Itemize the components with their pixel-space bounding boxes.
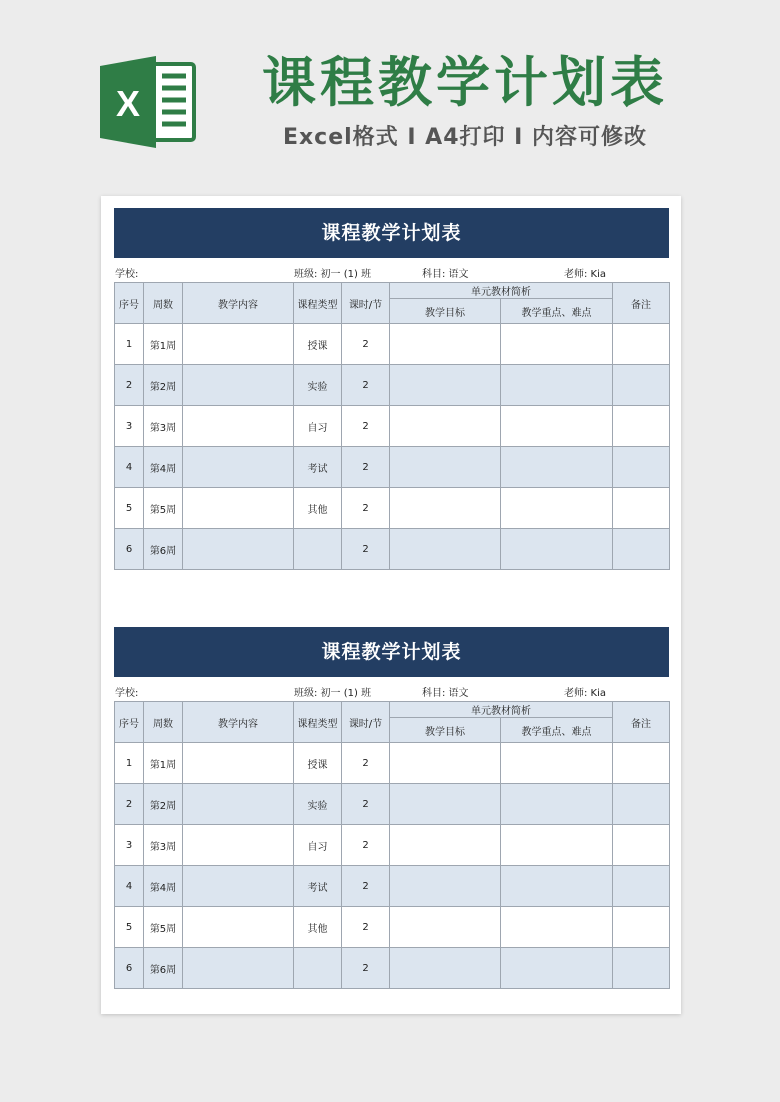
table-row xyxy=(115,948,670,989)
cell-keypoints xyxy=(501,907,613,948)
cell-hours: 2 xyxy=(342,324,390,365)
cell-type: 授课 xyxy=(294,324,342,365)
cell-remark xyxy=(613,784,670,825)
cell-hours: 2 xyxy=(342,447,390,488)
subject-label: 科目: 语文 xyxy=(422,688,469,699)
cell-keypoints xyxy=(501,743,613,784)
cell-remark xyxy=(613,907,670,948)
col-header-type: 课程类型 xyxy=(294,702,342,743)
col-header-week: 周数 xyxy=(144,283,183,324)
cell-keypoints xyxy=(501,488,613,529)
col-header-content: 教学内容 xyxy=(183,702,294,743)
cell-keypoints xyxy=(501,365,613,406)
col-header-keypoints: 教学重点、难点 xyxy=(501,299,613,324)
cell-type: 自习 xyxy=(294,825,342,866)
document-paper xyxy=(101,196,681,1014)
col-header-week: 周数 xyxy=(144,702,183,743)
table-row xyxy=(115,784,670,825)
cell-week: 第6周 xyxy=(144,529,183,570)
cell-content xyxy=(183,784,294,825)
cell-keypoints xyxy=(501,825,613,866)
cell-index: 3 xyxy=(115,825,144,866)
teacher-label: 老师: Kia xyxy=(564,269,607,280)
cell-keypoints xyxy=(501,406,613,447)
col-header-goal: 教学目标 xyxy=(390,299,501,324)
subject-label: 科目: 语文 xyxy=(422,269,469,280)
sheet-title: 课程教学计划表 xyxy=(114,208,669,258)
cell-content xyxy=(183,365,294,406)
cell-remark xyxy=(613,529,670,570)
cell-goal xyxy=(390,866,501,907)
plan-sheet xyxy=(114,208,669,570)
cell-type: 授课 xyxy=(294,743,342,784)
cell-type: 实验 xyxy=(294,784,342,825)
sheet-info-row xyxy=(114,677,669,701)
cell-hours: 2 xyxy=(342,529,390,570)
cell-remark xyxy=(613,825,670,866)
cell-index: 3 xyxy=(115,406,144,447)
cell-hours: 2 xyxy=(342,784,390,825)
class-label: 班级: 初一 (1) 班 xyxy=(294,269,372,280)
cell-content xyxy=(183,743,294,784)
cell-keypoints xyxy=(501,447,613,488)
class-label: 班级: 初一 (1) 班 xyxy=(294,688,372,699)
cell-goal xyxy=(390,784,501,825)
cell-goal xyxy=(390,948,501,989)
cell-keypoints xyxy=(501,866,613,907)
cell-index: 1 xyxy=(115,324,144,365)
cell-goal xyxy=(390,825,501,866)
cell-goal xyxy=(390,365,501,406)
cell-content xyxy=(183,825,294,866)
cell-keypoints xyxy=(501,324,613,365)
col-header-content: 教学内容 xyxy=(183,283,294,324)
cell-hours: 2 xyxy=(342,825,390,866)
cell-goal xyxy=(390,406,501,447)
cell-goal xyxy=(390,324,501,365)
cell-remark xyxy=(613,866,670,907)
cell-index: 5 xyxy=(115,907,144,948)
col-header-goal: 教学目标 xyxy=(390,718,501,743)
cell-content xyxy=(183,948,294,989)
plan-sheet xyxy=(114,627,669,989)
cell-week: 第4周 xyxy=(144,866,183,907)
cell-content xyxy=(183,324,294,365)
cell-hours: 2 xyxy=(342,488,390,529)
cell-goal xyxy=(390,447,501,488)
cell-type xyxy=(294,948,342,989)
plan-table-body xyxy=(115,324,670,570)
cell-hours: 2 xyxy=(342,365,390,406)
cell-remark xyxy=(613,488,670,529)
page-subtitle: Excel格式 I A4打印 I 内容可修改 xyxy=(282,125,648,150)
col-header-unit-group: 单元教材简析 xyxy=(390,702,613,718)
cell-remark xyxy=(613,324,670,365)
col-header-remark: 备注 xyxy=(613,702,670,743)
cell-index: 2 xyxy=(115,784,144,825)
school-label: 学校: xyxy=(115,688,139,699)
cell-type: 自习 xyxy=(294,406,342,447)
table-row xyxy=(115,324,670,365)
teacher-label: 老师: Kia xyxy=(564,688,607,699)
cell-week: 第2周 xyxy=(144,365,183,406)
cell-type: 考试 xyxy=(294,866,342,907)
table-row xyxy=(115,529,670,570)
cell-week: 第3周 xyxy=(144,406,183,447)
col-header-type: 课程类型 xyxy=(294,283,342,324)
plan-table xyxy=(114,701,670,989)
sheet-info-row xyxy=(114,258,669,282)
cell-goal xyxy=(390,488,501,529)
cell-content xyxy=(183,488,294,529)
cell-goal xyxy=(390,743,501,784)
cell-content xyxy=(183,907,294,948)
table-row xyxy=(115,447,670,488)
svg-text:X: X xyxy=(115,83,141,124)
page-title: 课程教学计划表 xyxy=(262,51,668,114)
cell-week: 第5周 xyxy=(144,488,183,529)
cell-week: 第6周 xyxy=(144,948,183,989)
cell-keypoints xyxy=(501,948,613,989)
cell-type xyxy=(294,529,342,570)
table-row xyxy=(115,825,670,866)
plan-table-body xyxy=(115,743,670,989)
table-row xyxy=(115,406,670,447)
cell-goal xyxy=(390,529,501,570)
cell-hours: 2 xyxy=(342,406,390,447)
cell-hours: 2 xyxy=(342,743,390,784)
cell-week: 第1周 xyxy=(144,324,183,365)
cell-week: 第3周 xyxy=(144,825,183,866)
cell-remark xyxy=(613,948,670,989)
col-header-remark: 备注 xyxy=(613,283,670,324)
cell-remark xyxy=(613,447,670,488)
sheet-title: 课程教学计划表 xyxy=(114,627,669,677)
cell-index: 1 xyxy=(115,743,144,784)
cell-week: 第4周 xyxy=(144,447,183,488)
cell-week: 第2周 xyxy=(144,784,183,825)
cell-hours: 2 xyxy=(342,866,390,907)
cell-hours: 2 xyxy=(342,948,390,989)
col-header-unit-group: 单元教材简析 xyxy=(390,283,613,299)
cell-keypoints xyxy=(501,529,613,570)
cell-type: 其他 xyxy=(294,488,342,529)
cell-type: 考试 xyxy=(294,447,342,488)
cell-content xyxy=(183,447,294,488)
cell-index: 6 xyxy=(115,948,144,989)
cell-hours: 2 xyxy=(342,907,390,948)
cell-index: 2 xyxy=(115,365,144,406)
col-header-hours: 课时/节 xyxy=(342,702,390,743)
excel-logo-icon xyxy=(100,56,198,148)
table-row xyxy=(115,907,670,948)
col-header-hours: 课时/节 xyxy=(342,283,390,324)
table-row xyxy=(115,488,670,529)
cell-goal xyxy=(390,907,501,948)
cell-remark xyxy=(613,365,670,406)
cell-remark xyxy=(613,406,670,447)
cell-index: 4 xyxy=(115,866,144,907)
cell-remark xyxy=(613,743,670,784)
cell-keypoints xyxy=(501,784,613,825)
cell-week: 第5周 xyxy=(144,907,183,948)
cell-content xyxy=(183,406,294,447)
cell-index: 4 xyxy=(115,447,144,488)
table-row xyxy=(115,743,670,784)
cell-type: 其他 xyxy=(294,907,342,948)
cell-week: 第1周 xyxy=(144,743,183,784)
school-label: 学校: xyxy=(115,269,139,280)
table-row xyxy=(115,866,670,907)
plan-table xyxy=(114,282,670,570)
cell-content xyxy=(183,529,294,570)
cell-index: 5 xyxy=(115,488,144,529)
table-row xyxy=(115,365,670,406)
col-header-keypoints: 教学重点、难点 xyxy=(501,718,613,743)
col-header-index: 序号 xyxy=(115,283,144,324)
cell-content xyxy=(183,866,294,907)
cell-type: 实验 xyxy=(294,365,342,406)
col-header-index: 序号 xyxy=(115,702,144,743)
page-header xyxy=(0,0,780,170)
cell-index: 6 xyxy=(115,529,144,570)
